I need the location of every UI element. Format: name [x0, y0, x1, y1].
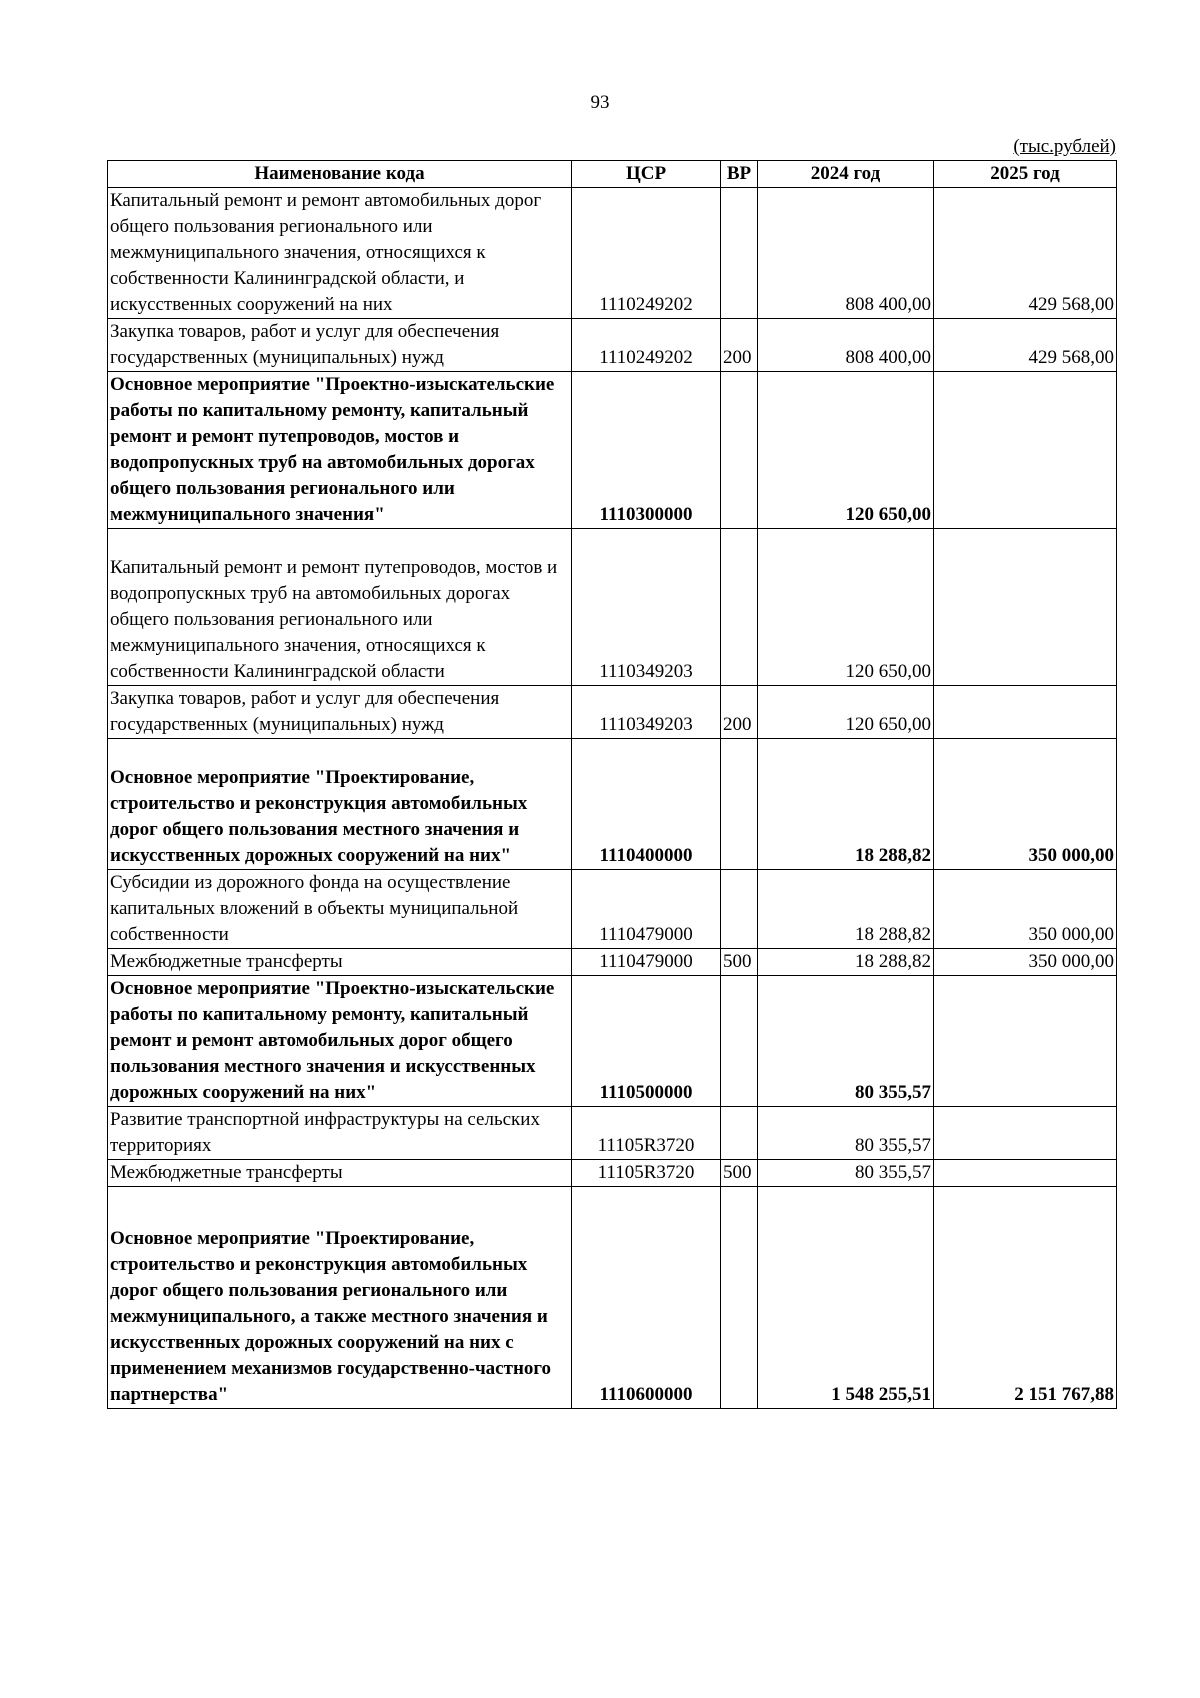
row-name: Межбюджетные трансферты [108, 1160, 572, 1187]
row-2025: 350 000,00 [934, 949, 1117, 976]
row-2024: 18 288,82 [758, 870, 934, 949]
table-row [108, 976, 1117, 1107]
table-row [108, 1107, 1117, 1160]
row-name: Капитальный ремонт и ремонт автомобильных дорог общего пользования регионального или межмуниципального значения, относящихся к собственности Калининградской области, и искусственных сооружений на них [108, 188, 572, 319]
table-row [108, 529, 1117, 686]
row-2024: 1 548 255,51 [758, 1187, 934, 1409]
row-2024: 80 355,57 [758, 1107, 934, 1160]
row-name: Закупка товаров, работ и услуг для обеспечения государственных (муниципальных) нужд [108, 319, 572, 372]
row-2024: 808 400,00 [758, 319, 934, 372]
table-row [108, 1187, 1117, 1409]
row-csr: 1110249202 [572, 188, 721, 319]
row-2025 [934, 372, 1117, 529]
row-2025 [934, 529, 1117, 686]
row-vr [721, 188, 758, 319]
table-header-row [108, 161, 1117, 188]
row-2024: 80 355,57 [758, 1160, 934, 1187]
row-vr: 200 [721, 686, 758, 739]
table-row [108, 686, 1117, 739]
row-csr: 1110300000 [572, 372, 721, 529]
row-2024: 120 650,00 [758, 529, 934, 686]
unit-label: (тыс.рублей) [1013, 136, 1116, 157]
row-2024: 120 650,00 [758, 372, 934, 529]
row-csr: 11105R3720 [572, 1160, 721, 1187]
row-vr [721, 372, 758, 529]
row-2025 [934, 1160, 1117, 1187]
row-name: Основное мероприятие "Проектно-изыскательские работы по капитальному ремонту, капитальный ремонт и ремонт путепроводов, мостов и водопропускных труб на автомобильных дорогах общего пользования регионального или межмуниципального значения" [108, 372, 572, 529]
row-vr: 200 [721, 319, 758, 372]
table-row [108, 319, 1117, 372]
row-2024: 18 288,82 [758, 739, 934, 870]
header-2025: 2025 год [934, 161, 1117, 188]
page-number: 93 [590, 92, 610, 113]
row-csr: 1110349203 [572, 529, 721, 686]
row-csr: 1110600000 [572, 1187, 721, 1409]
row-2025 [934, 1107, 1117, 1160]
row-csr: 11105R3720 [572, 1107, 721, 1160]
row-2024: 80 355,57 [758, 976, 934, 1107]
row-name: Межбюджетные трансферты [108, 949, 572, 976]
row-2025: 350 000,00 [934, 870, 1117, 949]
row-name: Основное мероприятие "Проектно-изыскательские работы по капитальному ремонту, капитальный ремонт и ремонт автомобильных дорог общего пользования местного значения и искусственных дорожных сооружений на них" [108, 976, 572, 1107]
row-name: Капитальный ремонт и ремонт путепроводов, мостов и водопропускных труб на автомобильных дорогах общего пользования регионального или межмуниципального значения, относящихся к собственности Калининградской области [108, 529, 572, 686]
row-name: Основное мероприятие "Проектирование, строительство и реконструкция автомобильных дорог общего пользования регионального или межмуниципального, а также местного значения и искусственных дорожных сооружений на них с применением механизмов государственно-частного партнерства" [108, 1187, 572, 1409]
header-2024: 2024 год [758, 161, 934, 188]
row-2024: 120 650,00 [758, 686, 934, 739]
row-vr: 500 [721, 949, 758, 976]
row-vr [721, 976, 758, 1107]
header-vr: ВР [721, 161, 758, 188]
row-2024: 808 400,00 [758, 188, 934, 319]
row-2025 [934, 976, 1117, 1107]
row-2025: 2 151 767,88 [934, 1187, 1117, 1409]
row-name: Основное мероприятие "Проектирование, строительство и реконструкция автомобильных дорог общего пользования местного значения и искусственных дорожных сооружений на них" [108, 739, 572, 870]
row-csr: 1110349203 [572, 686, 721, 739]
row-2025 [934, 686, 1117, 739]
row-2024: 18 288,82 [758, 949, 934, 976]
row-vr [721, 1187, 758, 1409]
row-name: Развитие транспортной инфраструктуры на сельских территориях [108, 1107, 572, 1160]
row-2025: 429 568,00 [934, 319, 1117, 372]
row-csr: 1110400000 [572, 739, 721, 870]
budget-table [107, 160, 1117, 1409]
table-row [108, 372, 1117, 529]
row-vr: 500 [721, 1160, 758, 1187]
row-2025: 429 568,00 [934, 188, 1117, 319]
row-name: Закупка товаров, работ и услуг для обеспечения государственных (муниципальных) нужд [108, 686, 572, 739]
header-csr: ЦСР [572, 161, 721, 188]
table-row [108, 1160, 1117, 1187]
header-name: Наименование кода [108, 161, 572, 188]
row-name: Субсидии из дорожного фонда на осуществление капитальных вложений в объекты муниципальной собственности [108, 870, 572, 949]
row-2025: 350 000,00 [934, 739, 1117, 870]
row-vr [721, 1107, 758, 1160]
row-csr: 1110479000 [572, 870, 721, 949]
row-vr [721, 739, 758, 870]
table-row [108, 739, 1117, 870]
row-vr [721, 529, 758, 686]
row-csr: 1110249202 [572, 319, 721, 372]
table-row [108, 870, 1117, 949]
table-row [108, 188, 1117, 319]
row-csr: 1110479000 [572, 949, 721, 976]
row-csr: 1110500000 [572, 976, 721, 1107]
table-row [108, 949, 1117, 976]
row-vr [721, 870, 758, 949]
